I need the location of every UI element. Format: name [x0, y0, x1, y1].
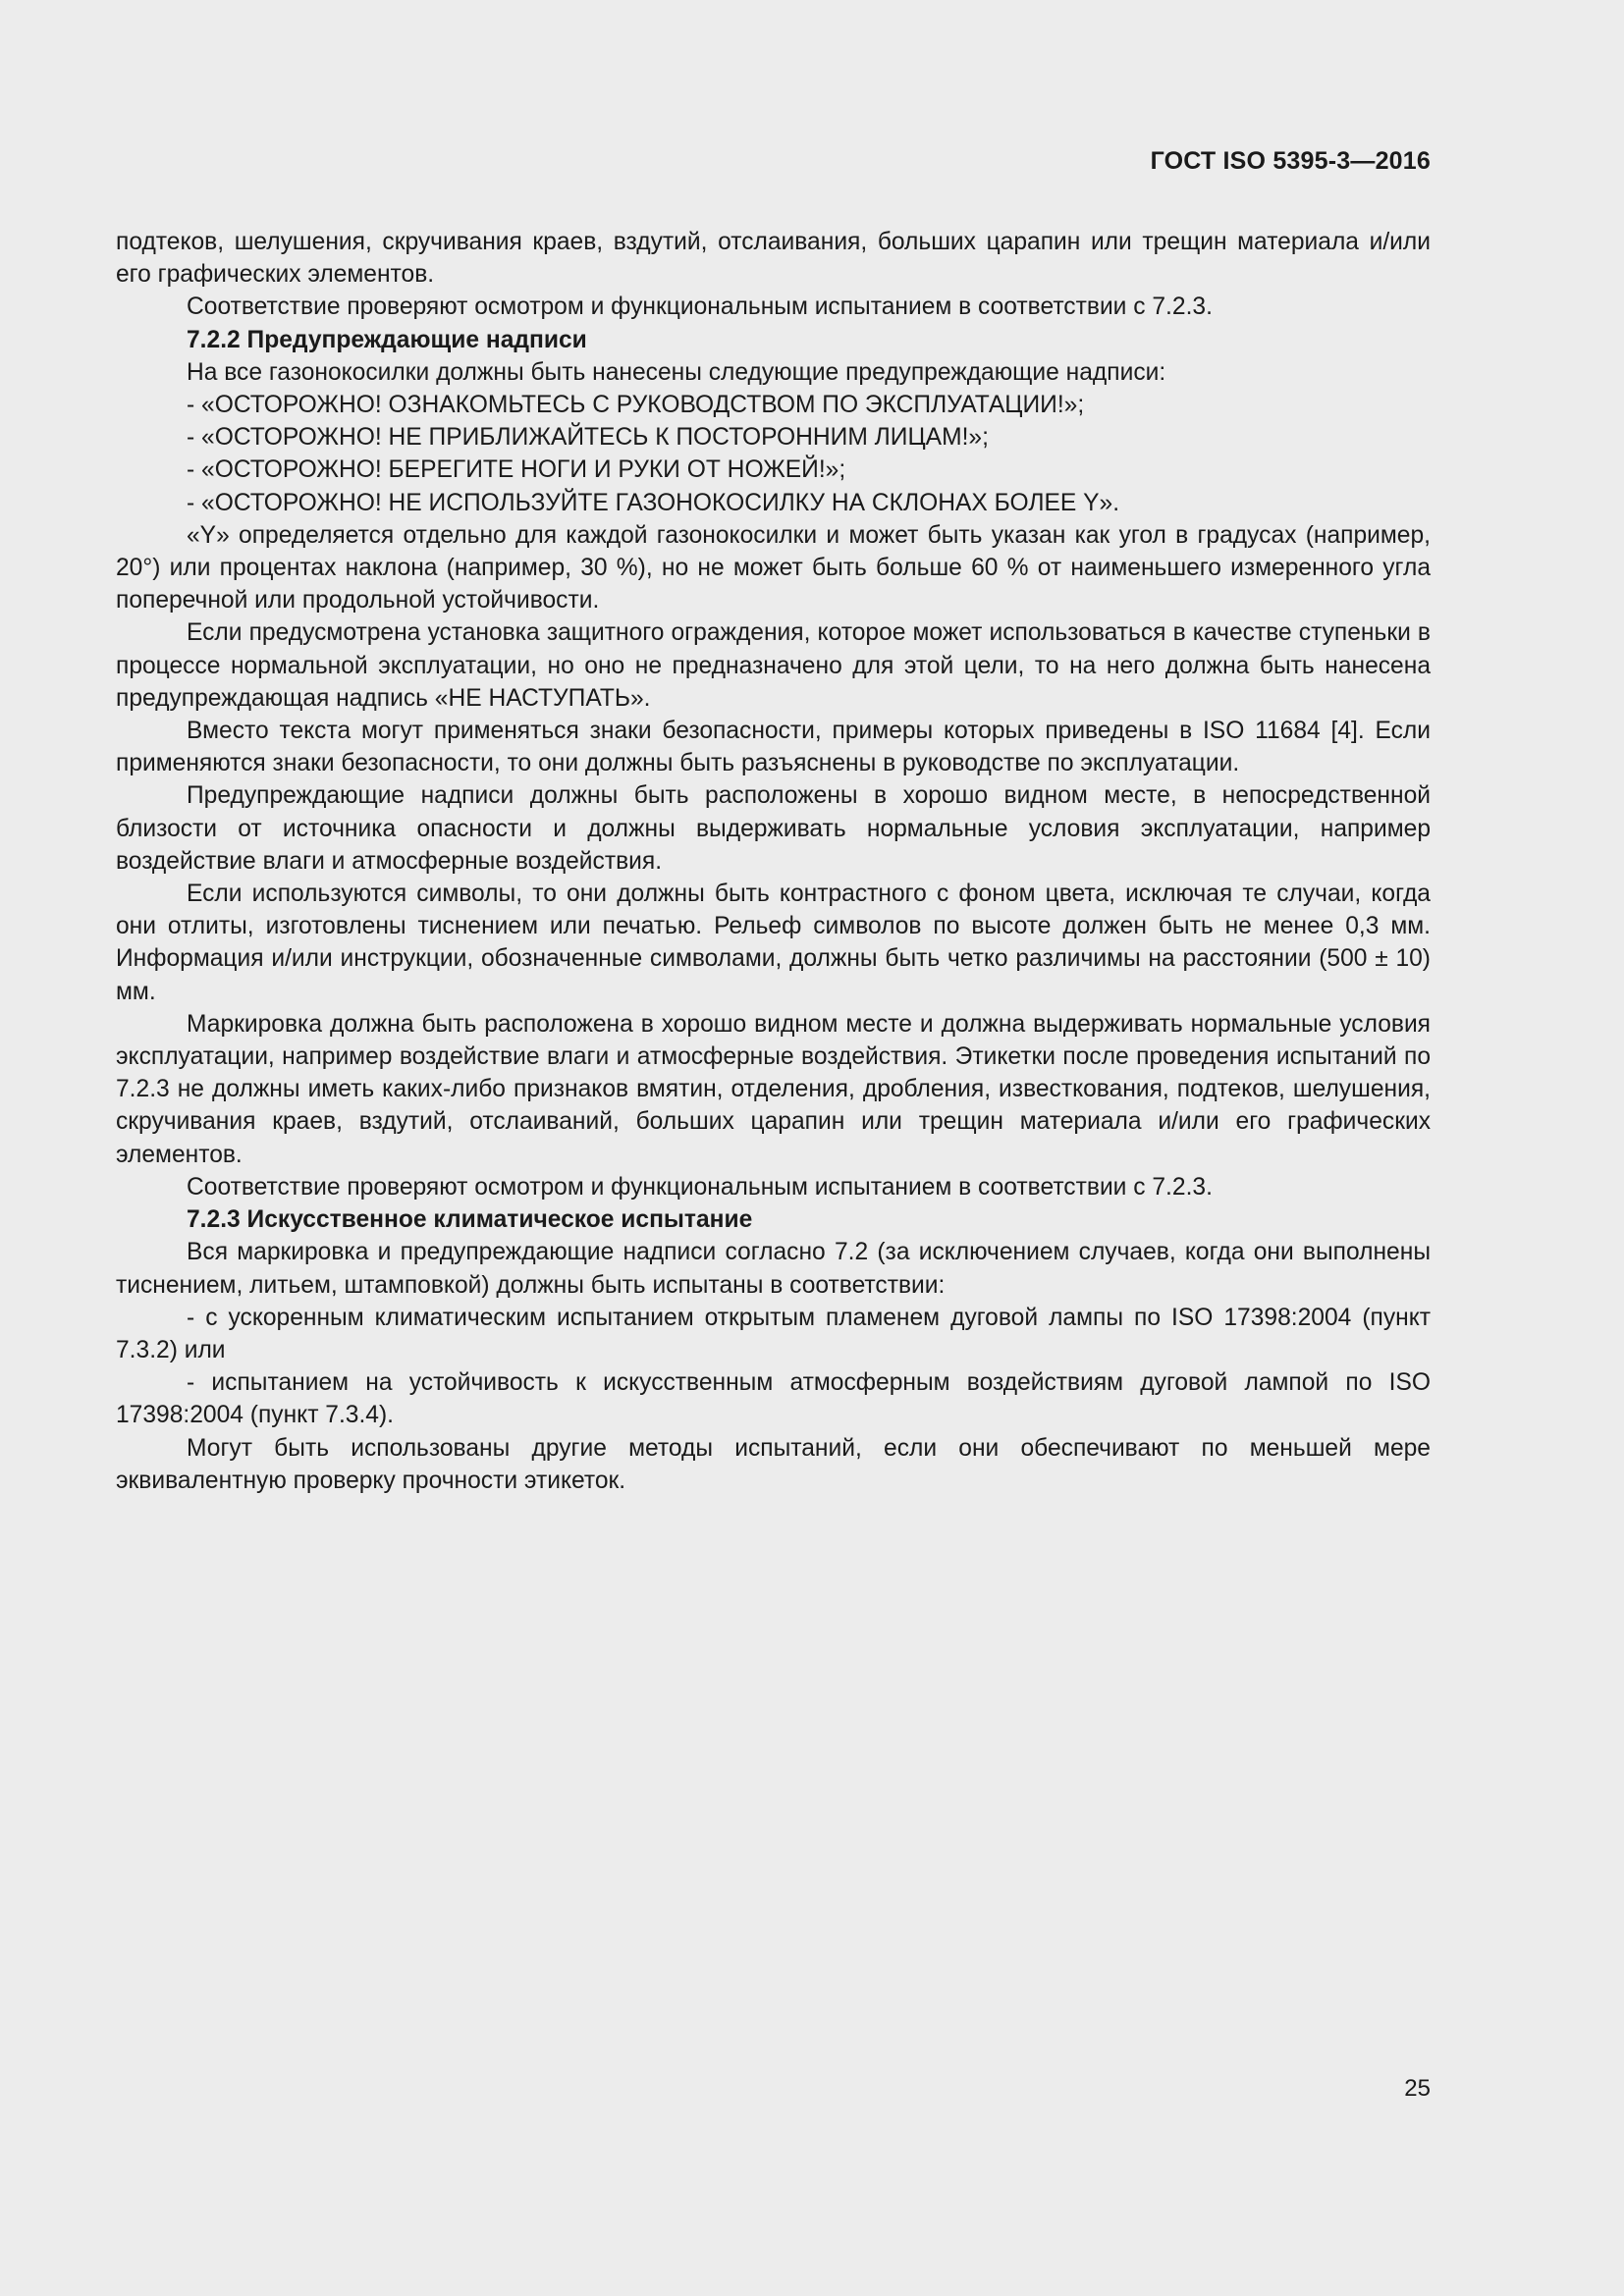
paragraph: «Y» определяется отдельно для каждой газонокосилки и может быть указан как угол в градусах (например, 20°) или процентах наклона (например, 30 %), но не может быть больше 60 % от наименьшего измеренного угла поперечной или продольной устойчивости. — [116, 521, 1431, 614]
section-heading: 7.2.2 Предупреждающие надписи — [187, 326, 587, 353]
paragraph: Предупреждающие надписи должны быть расположены в хорошо видном месте, в непосредственной близости от источника опасности и должны выдерживать нормальные условия эксплуатации, например воздействие влаги и атмосферные воздействия. — [116, 782, 1431, 875]
list-item: - «ОСТОРОЖНО! НЕ ИСПОЛЬЗУЙТЕ ГАЗОНОКОСИЛКУ НА СКЛОНАХ БОЛЕЕ Y». — [187, 489, 1120, 516]
list-item: - «ОСТОРОЖНО! ОЗНАКОМЬТЕСЬ С РУКОВОДСТВОМ ПО ЭКСПЛУАТАЦИИ!»; — [187, 392, 1085, 419]
paragraph: Маркировка должна быть расположена в хорошо видном месте и должна выдерживать нормальные условия эксплуатации, например воздействие влаги и атмосферные воздействия. Этикетки после проведения испытаний по 7.2.3 не должны иметь каких-либо признаков вмятин, отделения, дробления, известкования, подтеков, шелушения, скручивания краев, вздутий, отслаиваний, больших царапин или трещин материала и/или его графических элементов. — [116, 1010, 1431, 1168]
document-header: ГОСТ ISO 5395-3—2016 — [1150, 147, 1431, 175]
paragraph: Соответствие проверяют осмотром и функциональным испытанием в соответствии с 7.2.3. — [187, 1173, 1213, 1201]
section-heading: 7.2.3 Искусственное климатическое испытание — [187, 1206, 753, 1234]
page-number: 25 — [1404, 2075, 1431, 2102]
paragraph: Вместо текста могут применяться знаки безопасности, примеры которых приведены в ISO 11684 [4]. Если применяются знаки безопасности, то они должны быть разъяснены в руководстве по эксплуатации. — [116, 718, 1431, 777]
list-item: - «ОСТОРОЖНО! БЕРЕГИТЕ НОГИ И РУКИ ОТ НОЖЕЙ!»; — [187, 456, 846, 484]
paragraph: Соответствие проверяют осмотром и функциональным испытанием в соответствии с 7.2.3. — [187, 294, 1213, 321]
paragraph: Могут быть использованы другие методы испытаний, если они обеспечивают по меньшей мере эквивалентную проверку прочности этикеток. — [116, 1434, 1431, 1494]
paragraph: Вся маркировка и предупреждающие надписи согласно 7.2 (за исключением случаев, когда они выполнены тиснением, литьем, штамповкой) должны быть испытаны в соответствии: — [116, 1239, 1431, 1299]
paragraph: подтеков, шелушения, скручивания краев, вздутий, отслаивания, больших царапин или трещин материала и/или его графических элементов. — [116, 229, 1431, 289]
document-body — [116, 226, 1431, 1497]
paragraph: Если предусмотрена установка защитного ограждения, которое может использоваться в качестве ступеньки в процессе нормальной эксплуатации, но оно не предназначено для этой цели, то на него должна быть нанесена предупреждающая надпись «НЕ НАСТУПАТЬ». — [116, 619, 1431, 712]
paragraph: На все газонокосилки должны быть нанесены следующие предупреждающие надписи: — [187, 358, 1166, 386]
list-item: - испытанием на устойчивость к искусственным атмосферным воздействиям дуговой лампой по ISO 17398:2004 (пункт 7.3.4). — [116, 1369, 1431, 1429]
paragraph: Если используются символы, то они должны быть контрастного с фоном цвета, исключая те случаи, когда они отлиты, изготовлены тиснением или печатью. Рельеф символов по высоте должен быть не менее 0,3 мм. Информация и/или инструкции, обозначенные символами, должны быть четко различимы на расстоянии (500 ± 10) мм. — [116, 881, 1431, 1005]
list-item: - с ускоренным климатическим испытанием открытым пламенем дуговой лампы по ISO 17398:2004 (пункт 7.3.2) или — [116, 1304, 1431, 1363]
list-item: - «ОСТОРОЖНО! НЕ ПРИБЛИЖАЙТЕСЬ К ПОСТОРОННИМ ЛИЦАМ!»; — [187, 424, 989, 452]
